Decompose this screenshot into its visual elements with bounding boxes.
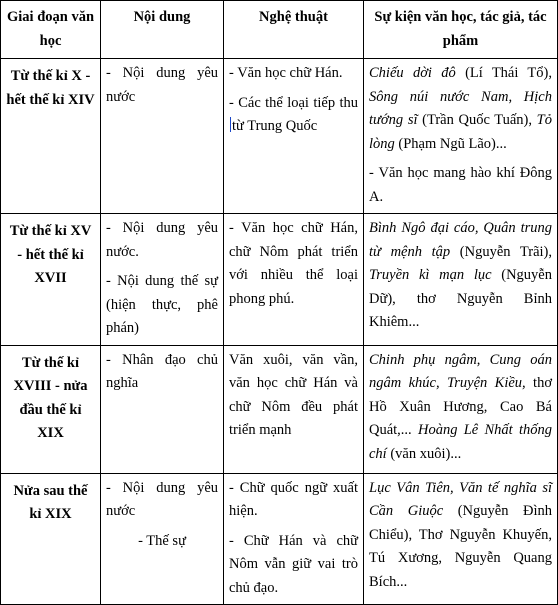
events-cell: [364, 473, 558, 605]
work-title: Tỏ lòng: [369, 112, 552, 152]
art-cell: [224, 214, 364, 346]
content-line: - Nhân đạo chủ nghĩa: [106, 351, 218, 391]
content-line: - Thế sự: [138, 532, 186, 549]
work-title: Hoàng Lê Nhất thống chí: [369, 422, 553, 462]
events-note: - Văn học mang hào khí Đông A.: [369, 165, 552, 205]
events-text: (văn xuôi)...: [386, 445, 462, 462]
work-title: Chiếu dời đô: [369, 65, 456, 81]
table-row: [1, 473, 558, 605]
events-line: [369, 477, 552, 595]
table-row: [1, 59, 558, 214]
text-cursor: [230, 117, 231, 132]
work-title: Chinh phụ ngâm, Cung oán ngâm khúc, Truyện Kiều,: [369, 351, 552, 391]
work-title: Sông núi nước Nam, Hịch tướng sĩ: [369, 88, 552, 128]
art-cell: [224, 345, 364, 473]
events-line: [369, 217, 552, 335]
art-line: Văn xuôi, văn vần, văn học chữ Hán và chữ Nôm đều phát triển mạnh: [229, 351, 358, 438]
art-text: từ Trung Quốc: [232, 118, 318, 134]
content-cell: [101, 59, 224, 214]
period-cell: Từ thế kỉ XV - hết thế kỉ XVII: [1, 214, 101, 346]
content-line: - Nội dung yêu nước: [106, 479, 218, 519]
art-text: - Các thể loại tiếp thu: [229, 94, 358, 111]
content-cell: [101, 473, 224, 605]
content-line: - Nội dung thế sự (hiện thực, phê phán): [106, 273, 218, 336]
content-cell: [101, 345, 224, 473]
events-line: [369, 62, 552, 156]
period-cell: Từ thế kỉ XVIII - nửa đầu thế kỉ XIX: [1, 345, 101, 473]
events-cell: [364, 214, 558, 346]
events-text: (Nguyễn Dữ), thơ Nguyễn Bỉnh Khiêm...: [369, 267, 552, 330]
art-line: - Chữ Hán và chữ Nôm vẫn giữ vai trò chủ đạo.: [229, 532, 358, 596]
work-title: Lục Vân Tiên, Văn tế nghĩa sĩ Cần Giuộc: [369, 479, 552, 519]
table-row: [1, 214, 558, 346]
header-row: [1, 1, 558, 59]
events-text: (Lí Thái Tổ),: [455, 65, 552, 81]
events-text: (Phạm Ngũ Lão)...: [394, 135, 507, 152]
art-line: [229, 92, 358, 139]
events-cell: [364, 59, 558, 214]
art-line: - Văn học chữ Hán.: [229, 65, 343, 81]
art-cell: [224, 473, 364, 605]
header-art: Nghệ thuật: [224, 1, 364, 59]
header-content: Nội dung: [101, 1, 224, 59]
events-cell: [364, 345, 558, 473]
content-line: - Nội dung yêu nước.: [106, 220, 218, 260]
events-text: (Nguyễn Đình Chiểu), Thơ Nguyễn Khuyến, Tú Xương, Nguyễn Quang Bích...: [369, 503, 552, 590]
period-cell: Từ thế kỉ X - hết thế kỉ XIV: [1, 59, 101, 214]
art-line: - Chữ quốc ngữ xuất hiện.: [229, 479, 358, 519]
art-cell: [224, 59, 364, 214]
events-line: [369, 349, 552, 467]
work-title: Truyền kì mạn lục: [369, 267, 492, 283]
table-row: [1, 345, 558, 473]
period-cell: Nửa sau thế kỉ XIX: [1, 473, 101, 605]
events-text: thơ Hồ Xuân Hương, Cao Bá Quát,...: [369, 375, 552, 438]
art-line: - Văn học chữ Hán, chữ Nôm phát triển với nhiều thể loại phong phú.: [229, 220, 358, 307]
header-events: Sự kiện văn học, tác giả, tác phẩm: [364, 1, 558, 59]
work-title: Bình Ngô đại cáo, Quân trung từ mệnh tập: [369, 220, 552, 260]
header-period: Giai đoạn văn học: [1, 1, 101, 59]
content-cell: [101, 214, 224, 346]
events-text: (Nguyễn Trãi),: [450, 243, 552, 260]
content-line: - Nội dung yêu nước: [106, 65, 218, 105]
events-text: (Trần Quốc Tuấn),: [417, 112, 537, 128]
